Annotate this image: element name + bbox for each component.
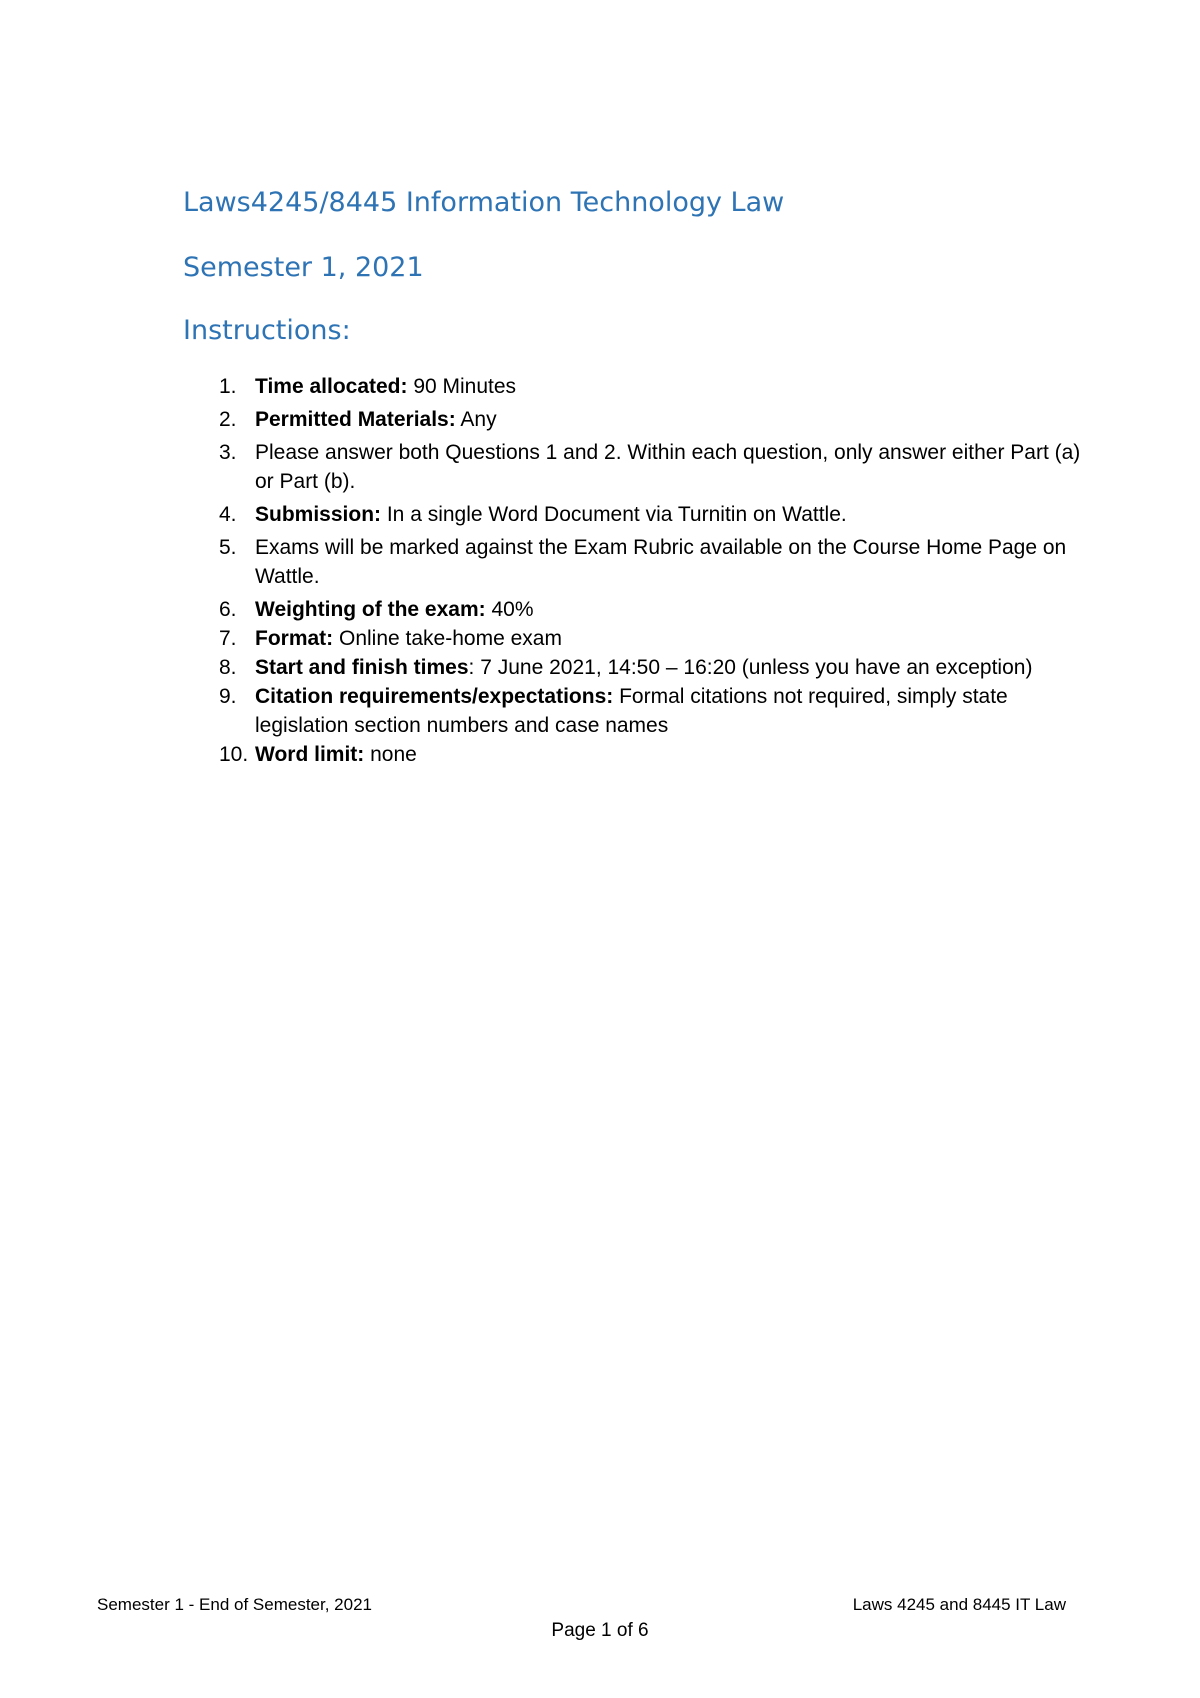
item-text: Exams will be marked against the Exam Rubric available on the Course Home Page on Wattle.	[255, 536, 1067, 588]
list-item	[183, 595, 1083, 624]
item-label: Submission:	[255, 503, 382, 526]
item-text: Please answer both Questions 1 and 2. Within each question, only answer either Part (a) or Part (b).	[255, 441, 1081, 493]
item-label: Format:	[255, 627, 334, 650]
item-label: Start and finish times	[255, 656, 469, 679]
item-text: In a single Word Document via Turnitin on Wattle.	[381, 503, 847, 526]
item-text: Any	[455, 408, 497, 431]
item-number: 6.	[219, 598, 237, 621]
list-item	[183, 624, 1083, 653]
list-item	[183, 533, 1083, 591]
item-label: Time allocated:	[255, 375, 408, 398]
list-item	[183, 405, 1083, 434]
item-text: : 7 June 2021, 14:50 – 16:20 (unless you have an exception)	[468, 656, 1033, 679]
item-number: 7.	[219, 627, 237, 650]
item-number: 1.	[219, 375, 237, 398]
list-item	[183, 438, 1083, 496]
list-item	[183, 653, 1083, 682]
item-number: 9.	[219, 685, 237, 708]
item-text: none	[364, 743, 417, 766]
item-number: 2.	[219, 408, 237, 431]
document-title: Laws4245/8445 Information Technology Law	[183, 187, 785, 218]
item-label: Weighting of the exam:	[255, 598, 486, 621]
instructions-list	[183, 372, 1083, 769]
item-label: Word limit:	[255, 743, 365, 766]
list-item	[183, 500, 1083, 529]
item-text: Formal citations not required, simply state legislation section numbers and case names	[255, 685, 1008, 737]
item-number: 10.	[219, 743, 249, 766]
item-number: 5.	[219, 536, 237, 559]
page-number: Page 1 of 6	[551, 1620, 649, 1641]
item-number: 8.	[219, 656, 237, 679]
list-item	[183, 740, 1083, 769]
item-text: 90 Minutes	[407, 375, 517, 398]
list-item	[183, 682, 1083, 740]
list-item	[183, 372, 1083, 401]
item-text: 40%	[485, 598, 534, 621]
item-label: Permitted Materials:	[255, 408, 456, 431]
semester-heading: Semester 1, 2021	[183, 252, 424, 283]
item-number: 4.	[219, 503, 237, 526]
instructions-heading: Instructions:	[183, 315, 351, 346]
footer-right-text: Laws 4245 and 8445 IT Law	[852, 1595, 1066, 1614]
item-label: Citation requirements/expectations:	[255, 685, 614, 708]
item-text: Online take-home exam	[333, 627, 562, 650]
footer-left-text: Semester 1 - End of Semester, 2021	[97, 1595, 372, 1614]
item-number: 3.	[219, 441, 237, 464]
